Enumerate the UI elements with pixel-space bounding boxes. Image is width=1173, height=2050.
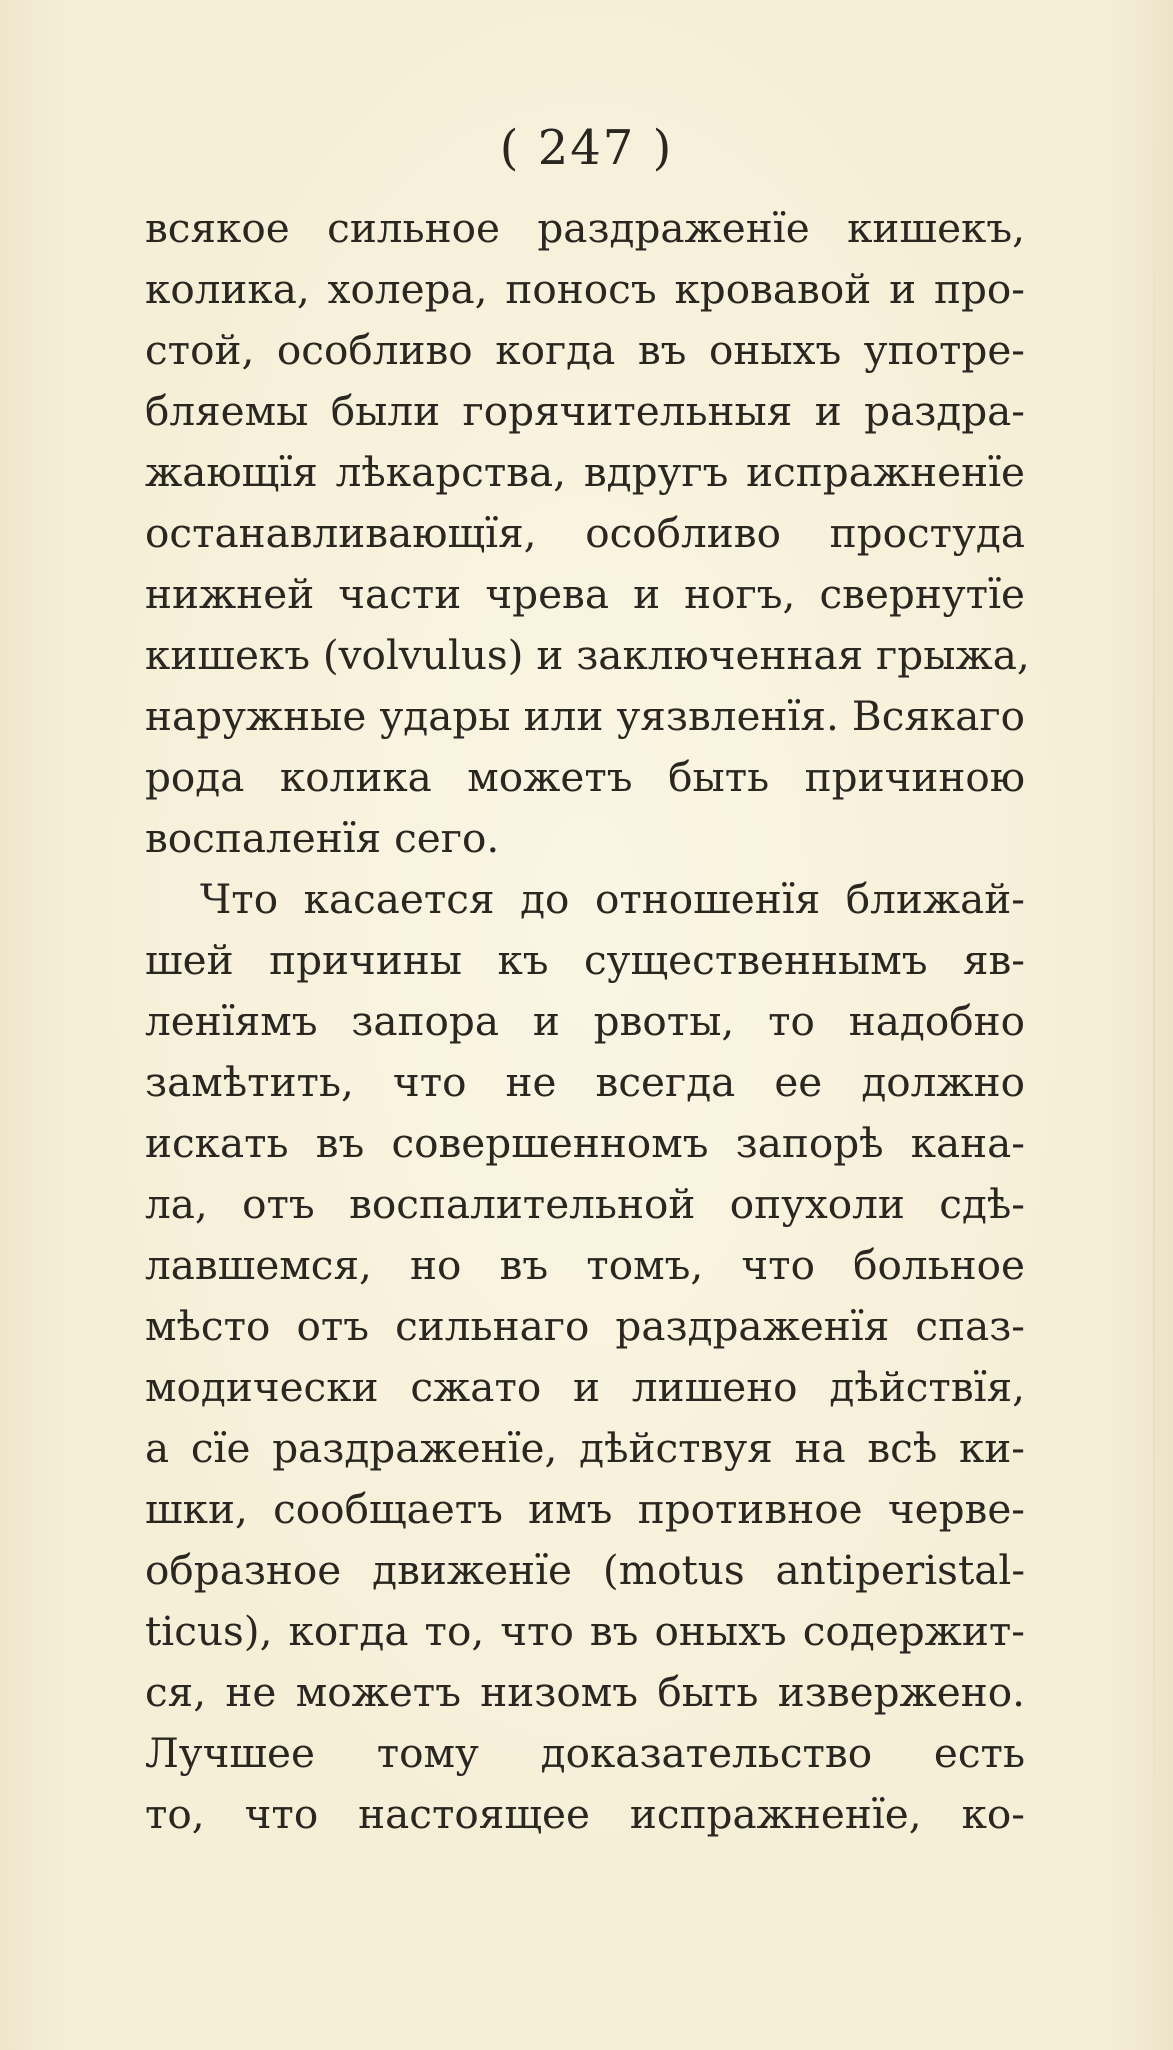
text-line: образное движенїе (motus antiperistal- xyxy=(145,1546,1025,1594)
text-line-paragraph-start: Что касается до отношенїя ближай- xyxy=(200,875,1025,923)
page-edge-shadow xyxy=(1153,0,1155,2050)
text-line: воспаленїя сего. xyxy=(145,814,500,862)
text-line: то, что настоящее испражненїе, ко- xyxy=(145,1790,1025,1838)
text-line: жающїя лѣкарства, вдругъ испражненїе xyxy=(145,448,1025,496)
page-number: ( 247 ) xyxy=(499,120,674,176)
text-line: стой, особливо когда въ оныхъ употре- xyxy=(145,326,1025,374)
body-text xyxy=(145,198,1030,1845)
text-line: рода колика можетъ быть причиною xyxy=(145,753,1025,801)
text-line: всякое сильное раздраженїе кишекъ, xyxy=(145,204,1025,252)
text-line: ленїямъ запора и рвоты, то надобно xyxy=(145,997,1025,1045)
text-line: кишекъ (volvulus) и заключенная грыжа, xyxy=(145,631,1030,679)
text-line: бляемы были горячительныя и раздра- xyxy=(145,387,1025,435)
text-line: ла, отъ воспалительной опухоли сдѣ- xyxy=(145,1180,1025,1228)
text-line: наружные удары или уязвленїя. Всякаго xyxy=(145,692,1025,740)
text-line: а сїе раздраженїе, дѣйствуя на всѣ ки- xyxy=(145,1424,1025,1472)
text-line: шки, сообщаетъ имъ противное черве- xyxy=(145,1485,1025,1533)
text-line: колика, холера, поносъ кровавой и про- xyxy=(145,265,1025,313)
text-line: останавливающїя, особливо простуда xyxy=(145,509,1025,557)
text-line: лавшемся, но въ томъ, что больное xyxy=(145,1241,1025,1289)
text-line: искать въ совершенномъ запорѣ кана- xyxy=(145,1119,1025,1167)
text-line: модически сжато и лишено дѣйствїя, xyxy=(145,1363,1025,1411)
text-line: замѣтить, что не всегда ее должно xyxy=(145,1058,1025,1106)
text-line: шей причины къ существеннымъ яв- xyxy=(145,936,1025,984)
text-line: Лучшее тому доказательство есть xyxy=(145,1729,1025,1777)
text-line: ся, не можетъ низомъ быть извержено. xyxy=(145,1668,1025,1716)
text-line: нижней части чрева и ногъ, свернутїе xyxy=(145,570,1025,618)
text-line: ticus), когда то, что въ оныхъ содержит- xyxy=(145,1607,1025,1655)
text-line: мѣсто отъ сильнаго раздраженїя спаз- xyxy=(145,1302,1025,1350)
